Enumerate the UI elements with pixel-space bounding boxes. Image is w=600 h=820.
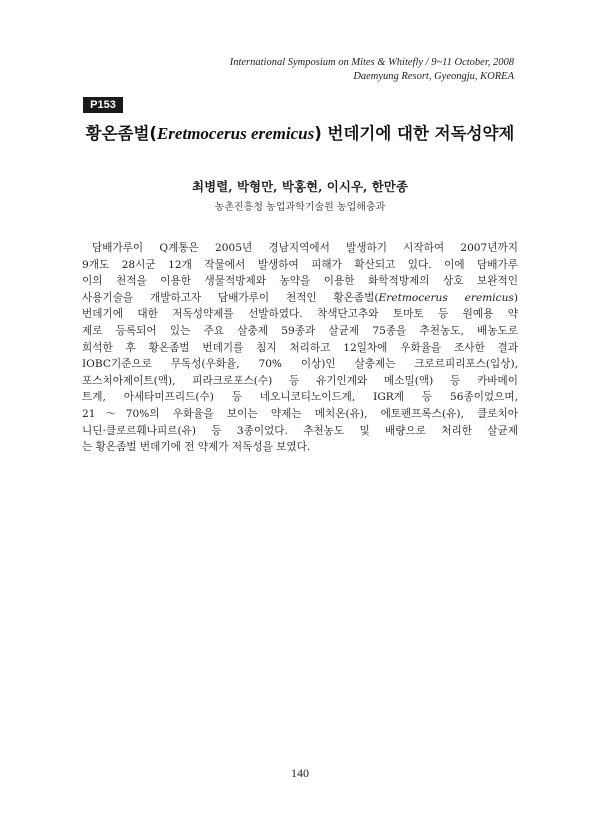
abstract-line: 트계, 아세타미프리드(수) 등 네오니코티노이드계, IGR계 등 56종이었으며, [82,391,518,404]
abstract-line: 담배가루이 Q계통은 2005년 경남지역에서 발생하기 시작하여 2007년까지 [92,242,518,254]
abstract-line: 는 황온좀벌 번데기에 전 약제가 저독성을 보였다. [82,441,311,454]
title-prefix: 황온좀벌( [85,124,157,143]
abstract-species: Eretmocerus eremicus [378,291,514,304]
abstract-line [82,290,518,307]
abstract-line: 니딘·클로르훼나피르(유) 등 3종이었다. 추천농도 및 배량으로 처리한 살균제 [82,424,518,437]
conference-header [230,56,514,84]
abstract-line: 이의 천적을 이용한 생물적방제와 농약을 이용한 화학적방제의 상호 보완적인 [82,275,518,288]
abstract-line: 번데기에 대한 저독성약제를 선발하였다. 착색단고추와 토마토 등 원예용 약 [82,308,518,321]
paper-title [60,122,540,146]
page-number: 140 [291,766,309,780]
abstract-line: 9개도 28시군 12개 작물에서 발생하여 피해가 확산되고 있다. 이에 담배가루 [82,258,518,271]
abstract-line: 제로 등록되어 있는 주요 살충제 59종과 살균제 75종을 추천농도, 배농도로 [82,324,518,337]
author-list: 최병렬, 박형만, 박홍현, 이시우, 한만종 [192,179,408,194]
abstract-line: 포스치아제이트(액), 피라크로포스(수) 등 유기인계와 메소밀(액) 등 카바메이 [82,374,518,387]
poster-number-badge: P153 [83,97,123,113]
conference-name: International Symposium on Mites & Whitefly / 9~11 October, 2008 [229,57,514,68]
abstract-species-close: ) [513,291,518,304]
abstract-line: 21～70%의 우화율을 보이는 약제는 메치온(유), 에토펜프록스(유), 클로치아 [82,407,518,420]
affiliation: 농촌진흥청 농업과학기술원 농업해충과 [214,202,386,213]
title-species: Eretmocerus eremicus [156,124,315,143]
abstract-line-text: 사용기술을 개발하고자 담배가루이 천적인 황온좀벌( [82,291,379,304]
abstract-line: 희석한 후 황온좀벌 번데기를 침지 처리하고 12일차에 우화율을 조사한 결과 [82,341,518,354]
conference-venue: Daemyung Resort, Gyeongju, KOREA [353,71,514,82]
abstract-line: IOBC기준으로 무독성(우화율, 70% 이상)인 살충제는 크로르피리포스(입상), [82,358,518,371]
title-suffix: ) 번데기에 대한 저독성약제 [314,124,515,143]
abstract-body [82,240,518,456]
